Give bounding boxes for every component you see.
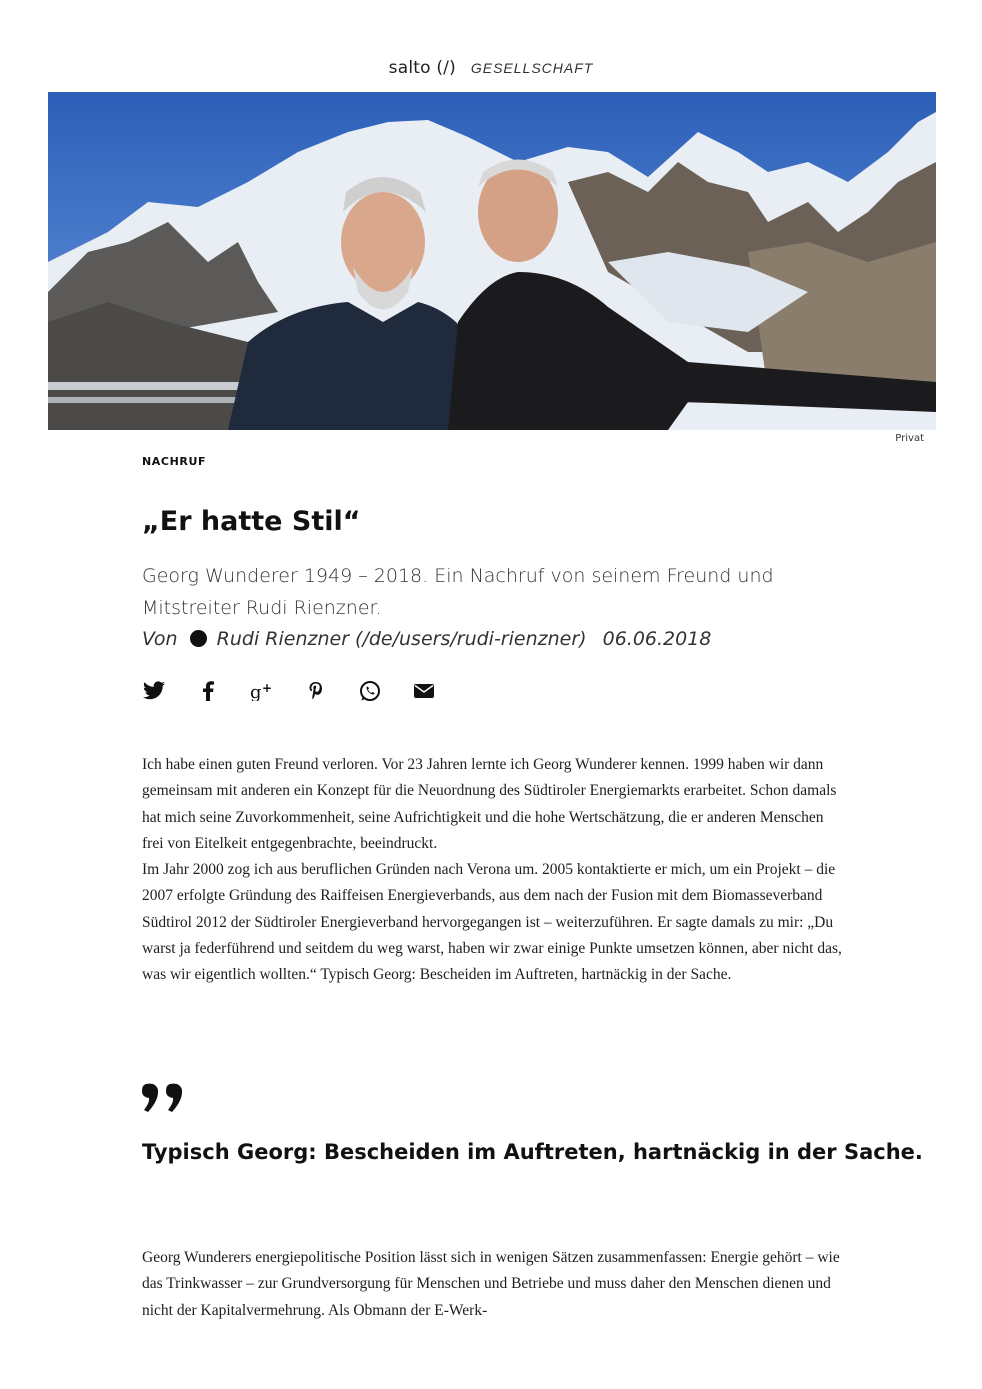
hero-image bbox=[48, 92, 936, 430]
quote-mark-icon bbox=[140, 1080, 190, 1120]
pinterest-icon[interactable] bbox=[304, 678, 328, 704]
site-logo[interactable]: salto (/) bbox=[388, 58, 456, 78]
hero-photo-mountains bbox=[48, 92, 936, 430]
facebook-icon[interactable] bbox=[196, 678, 220, 704]
image-credit: Privat bbox=[895, 433, 924, 444]
byline bbox=[142, 628, 711, 650]
author-avatar[interactable] bbox=[190, 630, 207, 647]
masthead bbox=[0, 58, 982, 78]
article-subtitle: Georg Wunderer 1949 – 2018. Ein Nachruf von seinem Freund und Mitstreiter Rudi Rienzner. bbox=[142, 565, 774, 619]
twitter-icon[interactable] bbox=[142, 678, 166, 704]
share-bar bbox=[142, 678, 436, 704]
whatsapp-icon[interactable] bbox=[358, 678, 382, 704]
paragraph: Ich habe einen guten Freund verloren. Vor 23 Jahren lernte ich Georg Wunderer kennen. 1999 haben wir dann gemeinsam mit anderen ein Konzept für die Neuordnung des Südtiroler Energiemarkts erarbeitet. Schon damals hat mich seine Zuvorkommenheit, seine Aufrichtigkeit und die hohe Wertschätzung, die er anderen Menschen frei von Eitelkeit entgegenbrachte, beeindruckt. bbox=[142, 756, 837, 852]
svg-text:g: g bbox=[250, 682, 262, 701]
svg-text:+: + bbox=[262, 681, 273, 695]
article-kicker: NACHRUF bbox=[142, 455, 207, 468]
section-link[interactable]: GESELLSCHAFT bbox=[470, 60, 594, 76]
article-body-bottom bbox=[142, 1245, 842, 1324]
author-link[interactable]: Rudi Rienzner (/de/users/rudi-rienzner) bbox=[216, 628, 587, 650]
paragraph: Im Jahr 2000 zog ich aus beruflichen Gründen nach Verona um. 2005 kontaktierte er mich, um ein Projekt – die 2007 erfolgte Gründung des Raiffeisen Energieverbands, aus dem nach der Fusion mit dem Biomasseverband Südtirol 2012 der Südtiroler Energieverband hervorgegangen ist – weiterzuführen. Er sagte damals zu mir: „Du warst ja federführend und seitdem du weg warst, haben wir zwar einige Punkte umsetzen können, aber nicht das, was wir eigentlich wollten.“ Typisch Georg: Bescheiden im Auftreten, hartnäckig in der Sache. bbox=[142, 861, 842, 984]
pull-quote: Typisch Georg: Bescheiden im Auftreten, hartnäckig in der Sache. bbox=[142, 1140, 923, 1164]
publish-date: 06.06.2018 bbox=[602, 628, 712, 650]
paragraph: Georg Wunderers energiepolitische Position lässt sich in wenigen Sätzen zusammenfassen: Energie gehört – wie das Trinkwasser – zur Grundversorgung für Menschen und Betriebe und muss daher den Menschen dienen und nicht der Kapitalvermehrung. Als Obmann der E-Werk- bbox=[142, 1249, 840, 1319]
email-icon[interactable] bbox=[412, 678, 436, 704]
byline-prefix: Von bbox=[142, 628, 178, 650]
google-plus-icon[interactable] bbox=[250, 678, 274, 704]
article-body-top bbox=[142, 752, 842, 989]
article-title: „Er hatte Stil“ bbox=[142, 506, 361, 537]
